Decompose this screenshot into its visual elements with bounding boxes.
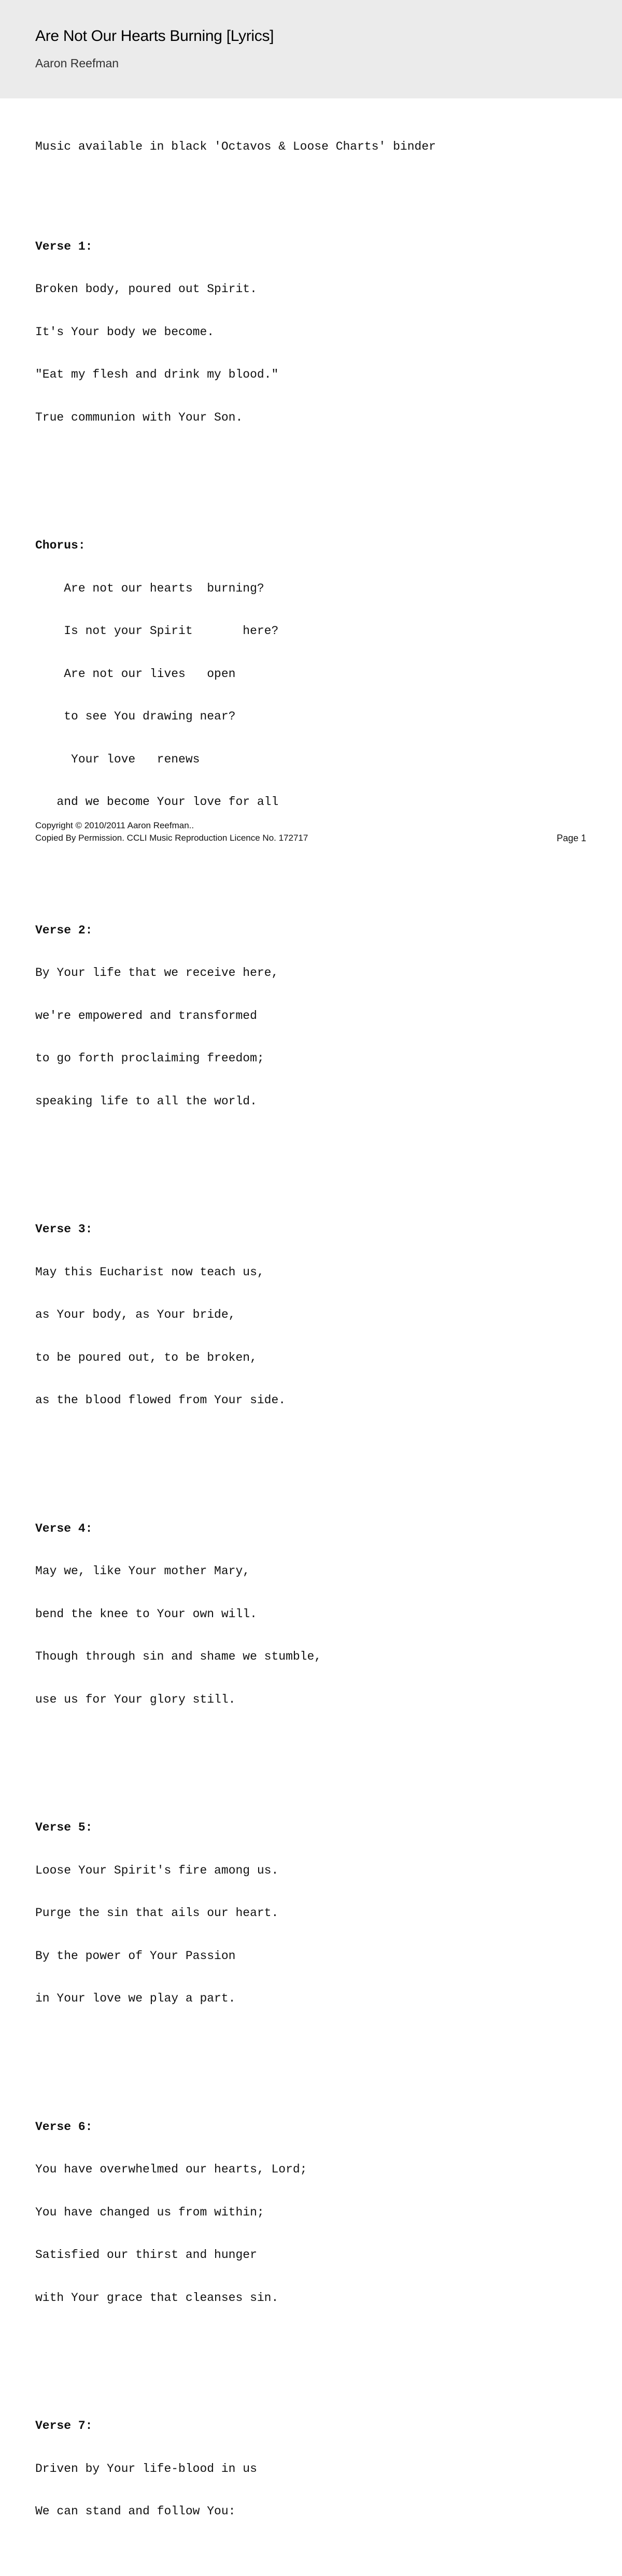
lyric-line: We can stand and follow You: <box>35 2505 236 2518</box>
lyric-line: Broken body, poured out Spirit. <box>35 282 257 296</box>
lyric-line: to see You drawing near? <box>35 710 236 723</box>
lyric-line: to go forth proclaiming freedom; <box>35 1052 264 1065</box>
section-label: Verse 4: <box>35 1521 93 1535</box>
lyric-line: You have overwhelmed our hearts, Lord; <box>35 2163 307 2176</box>
lyric-line: Your love renews <box>35 752 200 766</box>
section-verse-6 <box>35 2092 585 2334</box>
section-label: Verse 6: <box>35 2120 93 2134</box>
lyric-line: bend the knee to Your own will. <box>35 1607 257 1621</box>
licence-text: Copied By Permission. CCLI Music Reproduction Licence No. 172717 <box>35 833 308 843</box>
lyrics-body <box>35 111 585 2576</box>
section-label: Verse 5: <box>35 1821 93 1834</box>
lyric-line: Though through sin and shame we stumble, <box>35 1650 322 1663</box>
section-verse-3 <box>35 1194 585 1436</box>
lyric-line: Purge the sin that ails our heart. <box>35 1906 279 1920</box>
lyric-line: with Your grace that cleanses sin. <box>35 2291 279 2305</box>
section-verse-2 <box>35 895 585 1138</box>
lyric-line: Are not our hearts burning? <box>35 581 264 595</box>
lyric-line: By Your life that we receive here, <box>35 966 279 980</box>
section-label: Verse 7: <box>35 2419 93 2433</box>
lyric-line: Is not your Spirit here? <box>35 624 279 638</box>
section-verse-4 <box>35 1493 585 1736</box>
lyric-line: May this Eucharist now teach us, <box>35 1265 264 1279</box>
section-label: Chorus: <box>35 539 86 552</box>
section-label: Verse 2: <box>35 923 93 937</box>
footer-copyright-block <box>35 819 308 844</box>
lyric-line: in Your love we play a part. <box>35 1992 236 2005</box>
page-number: Page 1 <box>557 833 587 843</box>
section-verse-7 <box>35 2391 585 2548</box>
section-verse-1 <box>35 211 585 454</box>
section-label: Verse 3: <box>35 1222 93 1236</box>
lyric-line: we're empowered and transformed <box>35 1009 257 1023</box>
lyric-line: as Your body, as Your bride, <box>35 1308 236 1321</box>
lyric-line: Are not our lives open <box>35 667 236 681</box>
lyric-line: You have changed us from within; <box>35 2205 264 2219</box>
lyric-line: It's Your body we become. <box>35 325 215 339</box>
lyric-line: and we become Your love for all <box>35 795 279 809</box>
section-chorus <box>35 510 585 838</box>
lyric-line: to be poured out, to be broken, <box>35 1350 257 1364</box>
lyric-line: speaking life to all the world. <box>35 1094 257 1108</box>
lyric-line: "Eat my flesh and drink my blood." <box>35 368 279 381</box>
lyric-line: By the power of Your Passion <box>35 1949 236 1963</box>
header-band <box>0 0 622 98</box>
binder-note: Music available in black 'Octavos & Loose Charts' binder <box>35 140 436 153</box>
lyric-line: use us for Your glory still. <box>35 1692 236 1706</box>
song-title: Are Not Our Hearts Burning [Lyrics] <box>35 27 274 45</box>
lyric-line: as the blood flowed from Your side. <box>35 1393 286 1407</box>
copyright-text: Copyright © 2010/2011 Aaron Reefman.. <box>35 821 194 830</box>
lyric-line: May we, like Your mother Mary, <box>35 1564 250 1578</box>
lyric-line: Loose Your Spirit's fire among us. <box>35 1863 279 1877</box>
section-verse-5 <box>35 1792 585 2035</box>
section-label: Verse 1: <box>35 239 93 253</box>
lyric-line: True communion with Your Son. <box>35 410 243 424</box>
lyric-line: Driven by Your life-blood in us <box>35 2462 257 2476</box>
song-author: Aaron Reefman <box>35 56 119 70</box>
lyric-line: Satisfied our thirst and hunger <box>35 2248 257 2262</box>
